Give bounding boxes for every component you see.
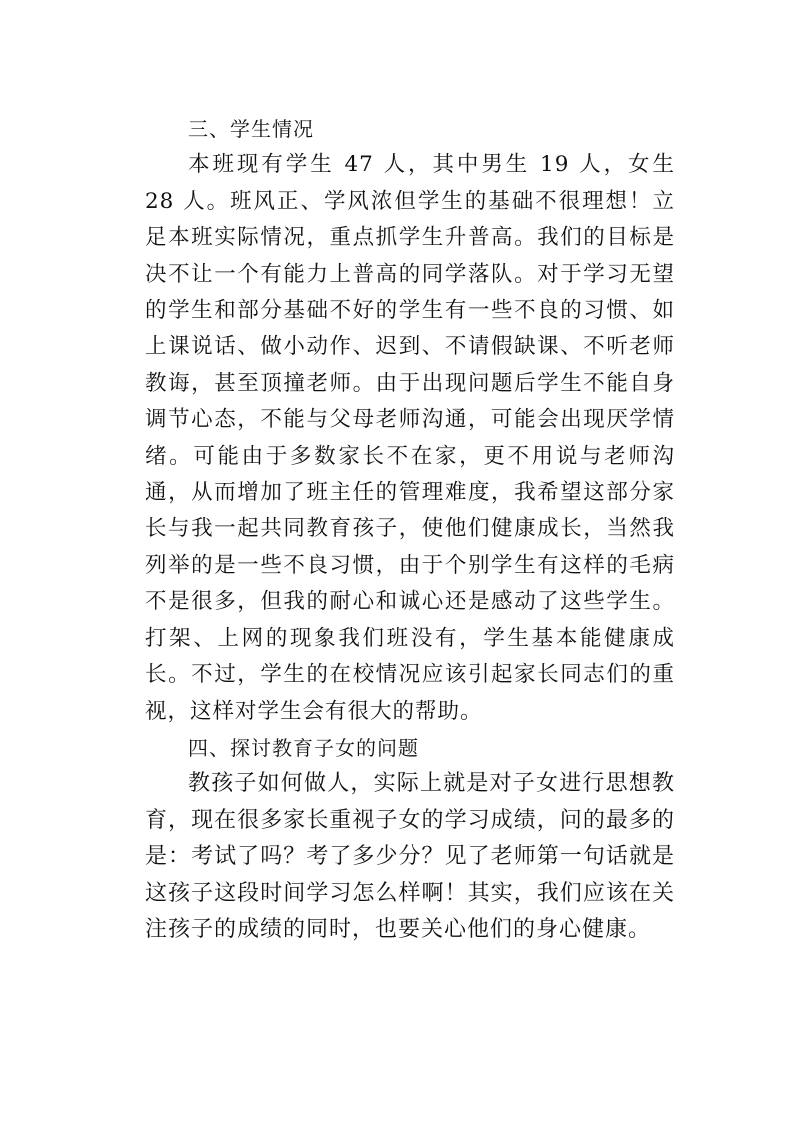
section-4-paragraph: 教孩子如何做人，实际上就是对子女进行思想教育，现在很多家长重视子女的学习成绩，问的最多的是：考试了吗？考了多少分？见了老师第一句话就是这孩子这段时间学习怎么样啊！其实，我们应该在关注孩子的成绩的同时，也要关心他们的身心健康。: [145, 771, 675, 942]
section-3-paragraph: 本班现有学生 47 人，其中男生 19 人，女生 28 人。班风正、学风浓但学生的基础不很理想！立足本班实际情况，重点抓学生升普高。我们的目标是决不让一个有能力上普高的同学落队。对于学习无望的学生和部分基础不好的学生有一些不良的习惯、如上课说话、做小动作、迟到、不请假缺课、不听老师教诲，甚至顶撞老师。由于出现问题后学生不能自身调节心态，不能与父母老师沟通，可能会出现厌学情绪。可能由于多数家长不在家，更不用说与老师沟通，从而增加了班主任的管理难度，我希望这部分家长与我一起共同教育孩子，使他们健康成长，当然我列举的是一些不良习惯，由于个别学生有这样的毛病不是很多，但我的耐心和诚心还是感动了这些学生。打架、上网的现象我们班没有，学生基本能健康成长。不过，学生的在校情况应该引起家长同志们的重视，这样对学生会有很大的帮助。: [145, 152, 675, 724]
document-body: [145, 111, 675, 948]
section-4-heading: 四、探讨教育子女的问题: [188, 735, 419, 760]
section-3-heading: 三、学生情况: [188, 117, 314, 141]
